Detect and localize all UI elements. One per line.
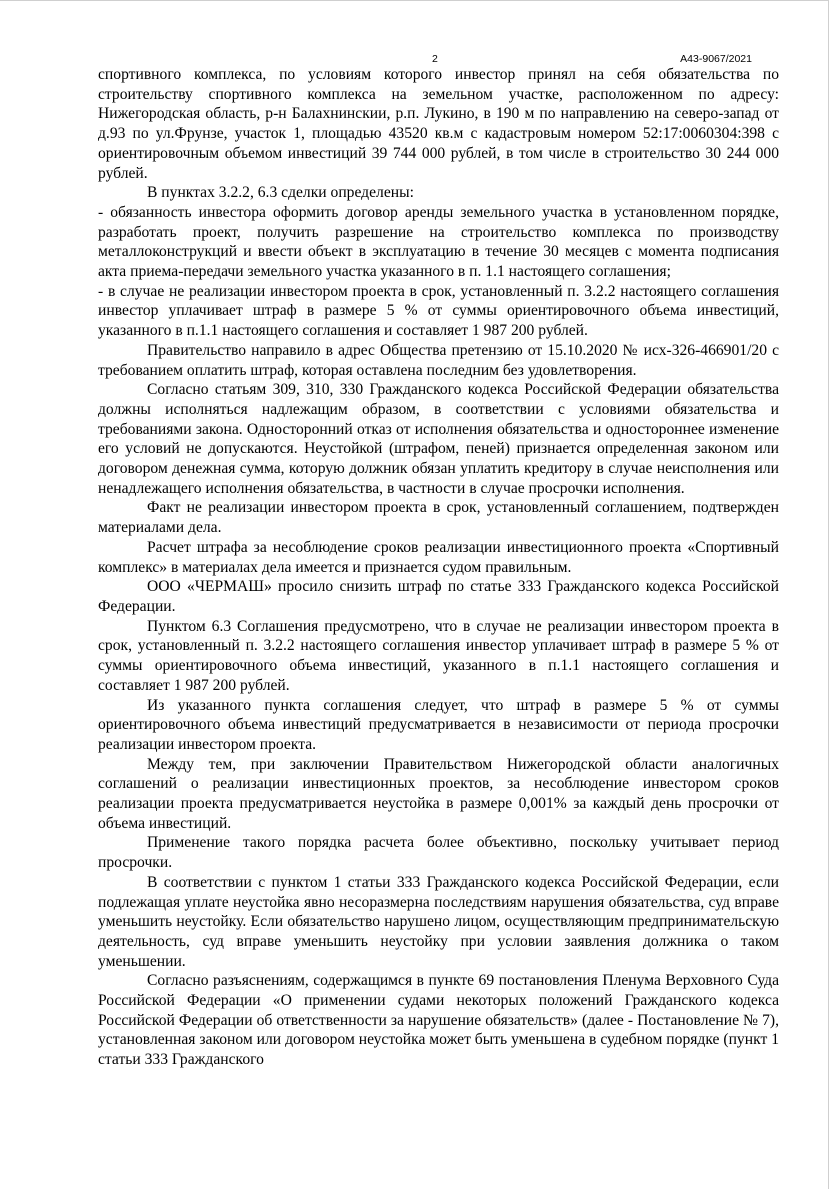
case-number: А43-9067/2021 [680, 53, 752, 65]
paragraph: Применение такого порядка расчета более объективно, поскольку учитывает период просрочки. [98, 834, 779, 872]
paragraph: В соответствии с пунктом 1 статьи 333 Гражданского кодекса Российской Федерации, если подлежащая уплате неустойка явно несоразмерна последствиям нарушения обязательства, суд вправе уменьшить неустойку. Если обязательство нарушено лицом, осуществляющим предпринимательскую деятельность, суд вправе уменьшить неустойку при условии заявления должника о таком уменьшении. [98, 873, 779, 970]
document-body [98, 65, 779, 1070]
page-number: 2 [432, 53, 438, 65]
paragraph: Между тем, при заключении Правительством Нижегородской области аналогичных соглашений о реализации инвестиционных проектов, за несоблюдение инвестором сроков реализации проекта предусматривается неустойка в размере 0,001% за каждый день просрочки от объема инвестиций. [98, 755, 779, 832]
paragraph: ООО «ЧЕРМАШ» просило снизить штраф по статье 333 Гражданского кодекса Российской Федерации. [98, 578, 779, 615]
paragraph: Пунктом 6.3 Соглашения предусмотрено, что в случае не реализации инвестором проекта в срок, установленный п. 3.2.2 настоящего соглашения инвестор уплачивает штраф в размере 5 % от суммы ориентировочного объема инвестиций, указанного в п.1.1 настоящего соглашения и составляет 1 987 200 рублей. [98, 617, 779, 694]
paragraph: Согласно разъяснениям, содержащимся в пункте 69 постановления Пленума Верховного Суда Российской Федерации «О применении судами некоторых положений Гражданского кодекса Российской Федерации об ответственности за нарушение обязательств» (далее - Постановление № 7), установленная законом или договором неустойка может быть уменьшена в судебном порядке (пункт 1 статьи 333 Гражданского [98, 972, 779, 1069]
paragraph: Расчет штрафа за несоблюдение сроков реализации инвестиционного проекта «Спортивный комплекс» в материалах дела имеется и признается судом правильным. [98, 538, 779, 576]
paragraph: Из указанного пункта соглашения следует, что штраф в размере 5 % от суммы ориентировочного объема инвестиций предусматривается в независимости от периода просрочки реализации инвестором проекта. [98, 696, 779, 753]
paragraph: Правительство направило в адрес Общества претензию от 15.10.2020 № исх-326-466901/20 с требованием оплатить штраф, которая оставлена последним без удовлетворения. [98, 341, 779, 379]
paragraph: В пунктах 3.2.2, 6.3 сделки определены: [147, 184, 414, 202]
paragraph: спортивного комплекса, по условиям которого инвестор принял на себя обязательства по строительству спортивного комплекса на земельном участке, расположенном по адресу: Нижегородская область, р-н Балахнинскии, р.п. Лукино, в 190 м по направлению на северо-запад от д.93 по ул.Фрунзе, участок 1, площадью 43520 кв.м с кадастровым номером 52:17:0060304:398 с ориентировочным объемом инвестиций 39 744 000 рублей, в том числе в строительство 30 244 000 рублей. [98, 66, 779, 182]
paragraph: - обязанность инвестора оформить договор аренды земельного участка в установленном порядке, разработать проект, получить разрешение на строительство комплекса по производству металлоконструкций и ввести объект в эксплуатацию в течение 30 месяцев с момента подписания акта приема-передачи земельного участка указанного в п. 1.1 настоящего соглашения; [98, 203, 779, 281]
paragraph: Факт не реализации инвестором проекта в срок, установленный соглашением, подтвержден материалами дела. [98, 499, 779, 537]
paragraph: Согласно статьям 309, 310, 330 Гражданского кодекса Российской Федерации обязательства должны исполняться надлежащим образом, в соответствии с условиями обязательства и требованиями закона. Односторонний отказ от исполнения обязательства и одностороннее изменение его условий не допускаются. Неустойкой (штрафом, пеней) признается определенная законом или договором денежная сумма, которую должник обязан уплатить кредитору в случае неисполнения или ненадлежащего исполнения обязательства, в частности в случае просрочки исполнения. [98, 381, 779, 497]
paragraph: - в случае не реализации инвестором проекта в срок, установленный п. 3.2.2 настоящего соглашения инвестор уплачивает штраф в размере 5 % от суммы ориентировочного объема инвестиций, указанного в п.1.1 настоящего соглашения и составляет 1 987 200 рублей. [98, 282, 779, 340]
